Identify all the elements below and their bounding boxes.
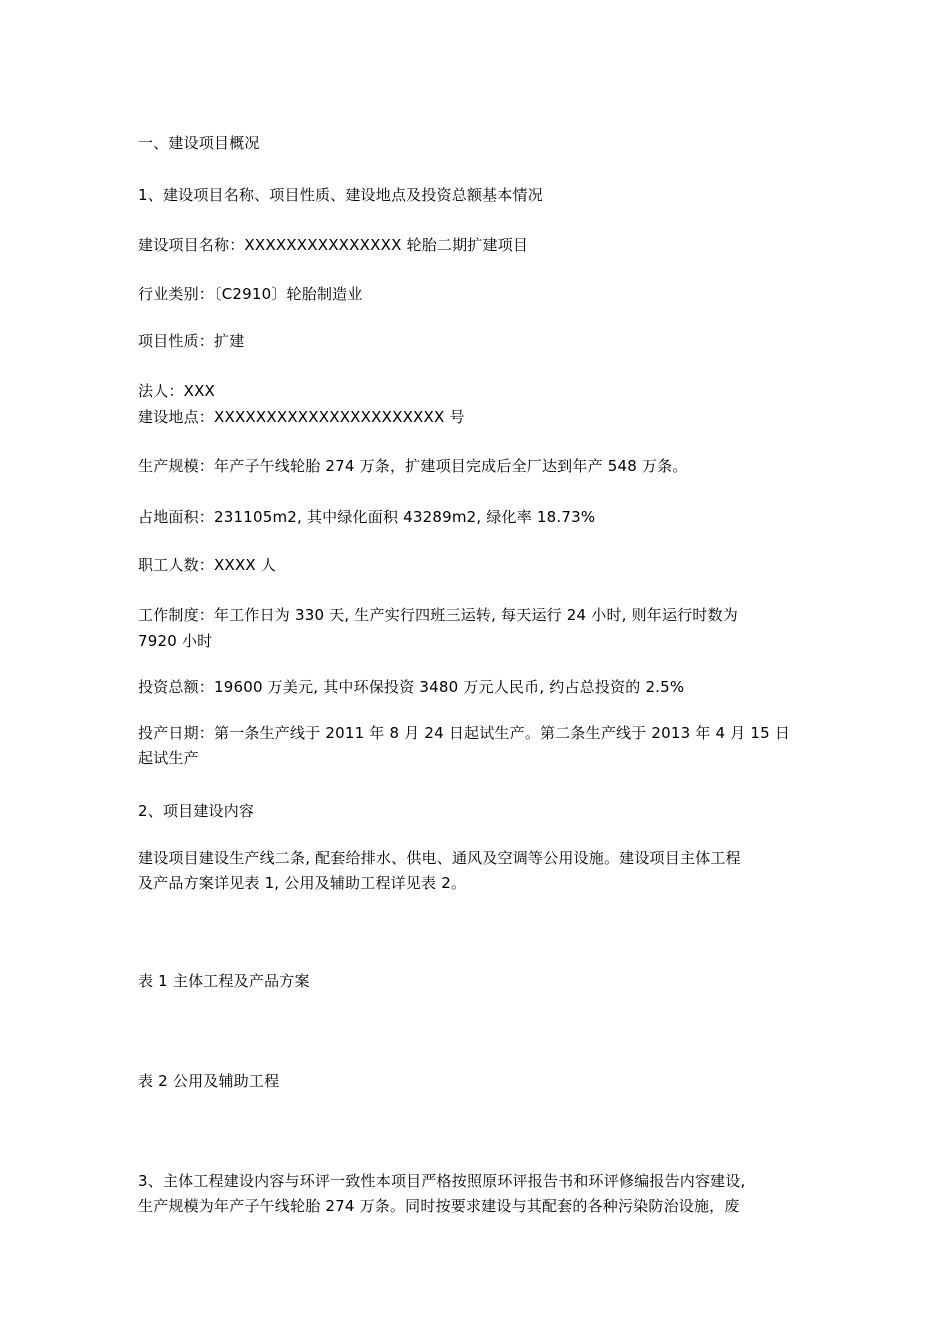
production-date-line-1: 投产日期：第一条生产线于 2011 年 8 月 24 日起试生产。第二条生产线于 2013 年 4 月 15 日 — [138, 724, 791, 742]
production-date-line-2: 起试生产 — [138, 749, 199, 767]
project-name-line: 建设项目名称：XXXXXXXXXXXXXXX 轮胎二期扩建项目 — [138, 236, 529, 254]
scale-line: 生产规模：年产子午线轮胎 274 万条，扩建项目完成后全厂达到年产 548 万条。 — [138, 457, 688, 475]
area-line: 占地面积：231105m2, 其中绿化面积 43289m2, 绿化率 18.73% — [138, 508, 596, 526]
staff-line: 职工人数：XXXX 人 — [138, 556, 277, 574]
nature-line: 项目性质：扩建 — [138, 332, 245, 350]
subsection-heading-1: 1、建设项目名称、项目性质、建设地点及投资总额基本情况 — [138, 186, 543, 204]
table-2-caption: 表 2 公用及辅助工程 — [138, 1072, 280, 1090]
work-system-line-2: 7920 小时 — [138, 632, 213, 650]
legal-person-line: 法人：XXX — [138, 382, 216, 400]
subsection-3-line-1: 3、主体工程建设内容与环评一致性本项目严格按照原环评报告书和环评修编报告内容建设, — [138, 1172, 746, 1190]
work-system-line-1: 工作制度：年工作日为 330 天, 生产实行四班三运转, 每天运行 24 小时, 则年运行时数为 — [138, 606, 739, 624]
subsection-3-line-2: 生产规模为年产子午线轮胎 274 万条。同时按要求建设与其配套的各种污染防治设施，废 — [138, 1197, 740, 1215]
table-1-caption: 表 1 主体工程及产品方案 — [138, 972, 310, 990]
industry-line: 行业类别：〔C2910〕轮胎制造业 — [138, 285, 363, 303]
section-title: 一、建设项目概况 — [138, 134, 260, 152]
location-line: 建设地点：XXXXXXXXXXXXXXXXXXXXXX 号 — [138, 408, 465, 426]
subsection-heading-2: 2、项目建设内容 — [138, 802, 255, 820]
content-line-1: 建设项目建设生产线二条, 配套给排水、供电、通风及空调等公用设施。建设项目主体工程 — [138, 849, 741, 867]
investment-line: 投资总额：19600 万美元, 其中环保投资 3480 万元人民币, 约占总投资的 2.5% — [138, 678, 685, 696]
content-line-2: 及产品方案详见表 1, 公用及辅助工程详见表 2。 — [138, 874, 467, 892]
